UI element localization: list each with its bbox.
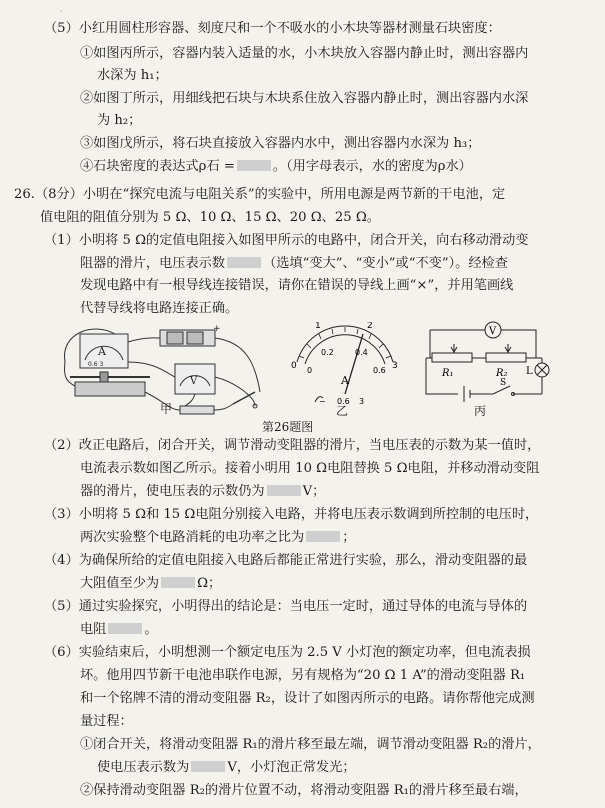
q25-5-step4: ④石块密度的表达式ρ石 = 。（用字母表示，水的密度为ρ水） bbox=[80, 159, 472, 174]
terminal-06: 0.6 bbox=[337, 397, 350, 406]
q26-6-cont: 坏。他用四节新干电池串联作电源，另有规格为“20 Ω 1 A”的滑动变阻器 R₁ bbox=[80, 668, 526, 683]
svg-text:+: + bbox=[213, 324, 221, 334]
q26-4-cont: 大阻值至少为 Ω； bbox=[80, 576, 222, 591]
outer-tick-2: 2 bbox=[367, 322, 373, 331]
q26-5: （5）通过实验探究，小明得出的结论是：当电压一定时，通过导体的电流与导体的 bbox=[44, 599, 528, 614]
ammeter-terminals: 0.6 3 bbox=[88, 361, 104, 368]
bing-switch: S bbox=[500, 378, 507, 388]
q26-2-cont2: 器的滑片，使电压表的示数仍为 V； bbox=[80, 484, 326, 499]
inner-tick-0: 0 bbox=[307, 366, 313, 375]
ammeter-dial-yi bbox=[285, 322, 405, 407]
schematic-bing bbox=[418, 320, 553, 405]
q26-1-cont: 阻器的滑片，电压表示数 （选填“变大”、“变小”或“不变”）。经检查 bbox=[80, 256, 508, 271]
q26-2: （2）改正电路后，闭合开关，调节滑动变阻器的滑片，当电压表的示数为某一值时， bbox=[44, 438, 541, 453]
inner-tick-2: 0.4 bbox=[355, 348, 368, 357]
q26-6-step2: ②保持滑动变阻器 R₂的滑片位置不动，将滑动变阻器 R₁的滑片移至最右端， bbox=[80, 783, 528, 798]
q25-5-step1-cont: 水深为 h₁； bbox=[97, 68, 168, 83]
q26-6-step1: ①闭合开关，将滑动变阻器 R₁的滑片移至最左端，调节滑动变阻器 R₂的滑片， bbox=[80, 737, 541, 752]
inner-tick-1: 0.2 bbox=[321, 348, 334, 357]
q26-3-cont: 两次实验整个电路消耗的电功率之比为 ； bbox=[80, 530, 356, 545]
q26-6-cont3: 量过程： bbox=[80, 714, 133, 729]
q26-intro: 26.（8分）小明在“探究电流与电阻关系”的实验中，所用电源是两节新的干电池，定 bbox=[14, 187, 506, 202]
q26-4: （4）为确保所给的定值电阻接入电路后都能正常进行实验，那么，滑动变阻器的最 bbox=[44, 553, 528, 568]
outer-tick-3: 3 bbox=[392, 361, 398, 371]
q26-1: （1）小明将 5 Ω的定值电阻接入如图甲所示的电路中，闭合开关，向右移动滑动变 bbox=[44, 233, 529, 248]
answer-blank[interactable] bbox=[267, 485, 301, 496]
outer-tick-0: 0 bbox=[291, 361, 297, 371]
label-jia: 甲 bbox=[160, 402, 173, 416]
terminal-3: 3 bbox=[359, 397, 365, 406]
outer-tick-1: 1 bbox=[315, 322, 321, 331]
answer-blank[interactable] bbox=[191, 761, 225, 772]
q26-intro-cont: 值电阻的阻值分别为 5 Ω、10 Ω、15 Ω、20 Ω、25 Ω。 bbox=[40, 210, 380, 225]
ammeter-letter: A bbox=[98, 345, 106, 358]
q26-2-cont: 电流表示数如图乙所示。接着小明用 10 Ω电阻替换 5 Ω电阻，并移动滑动变阻 bbox=[80, 461, 540, 476]
q25-5-step1: ①如图丙所示，容器内装入适量的水，小木块放入容器内静止时，测出容器内 bbox=[80, 46, 529, 61]
q26-3: （3）小明将 5 Ω和 15 Ω电阻分别接入电路，并将电压表示数调到所控制的电压时， bbox=[44, 507, 539, 522]
label-bing: 丙 bbox=[474, 404, 487, 418]
q26-6-cont2: 和一个铭牌不清的滑动变阻器 R₂，设计了如图丙所示的电路。请你帮他完成测 bbox=[80, 691, 535, 706]
figure-caption: 第26题图 bbox=[262, 420, 314, 434]
answer-blank[interactable] bbox=[108, 623, 142, 634]
q26-1-cont2: 发现电路中有一根导线连接错误，请你在错误的导线上画“×”，并用笔画线 bbox=[80, 278, 514, 293]
q26-1-cont3: 代替导线将电路连接正确。 bbox=[80, 301, 239, 316]
inner-tick-3: 0.6 bbox=[373, 366, 386, 375]
meter-unit: A bbox=[341, 374, 349, 387]
q25-5-step3: ③如图戊所示，将石块直接放入容器内水中，测出容器内水深为 h₃； bbox=[80, 136, 481, 151]
page-mark: · bbox=[60, 7, 63, 16]
voltmeter-letter: V bbox=[190, 376, 198, 387]
bing-lamp: L bbox=[526, 366, 533, 377]
label-yi: 乙 bbox=[336, 404, 349, 418]
answer-blank[interactable] bbox=[161, 577, 195, 588]
q25-5-step2-cont: 为 h₂； bbox=[97, 113, 142, 128]
bing-r1: R₁ bbox=[442, 368, 454, 379]
answer-blank[interactable] bbox=[237, 160, 271, 171]
answer-blank[interactable] bbox=[227, 257, 261, 268]
q25-5-intro: （5）小红用圆柱形容器、刻度尺和一个不吸水的小木块等器材测量石块密度： bbox=[44, 21, 501, 36]
q26-6-step1-cont: 使电压表示数为 V，小灯泡正常发光； bbox=[97, 760, 356, 775]
q26-6: （6）实验结束后，小明想测一个额定电压为 2.5 V 小灯泡的额定功率，但电流表损 bbox=[44, 645, 531, 660]
bing-r2: R₂ bbox=[496, 368, 508, 379]
q26-5-cont: 电阻 。 bbox=[80, 622, 158, 637]
q25-5-step2: ②如图丁所示，用细线把石块与木块系住放入容器内静止时，测出容器内水深 bbox=[80, 91, 529, 106]
terminal-minus: − bbox=[319, 397, 326, 406]
answer-blank[interactable] bbox=[306, 531, 340, 542]
bing-voltmeter: V bbox=[489, 326, 497, 337]
